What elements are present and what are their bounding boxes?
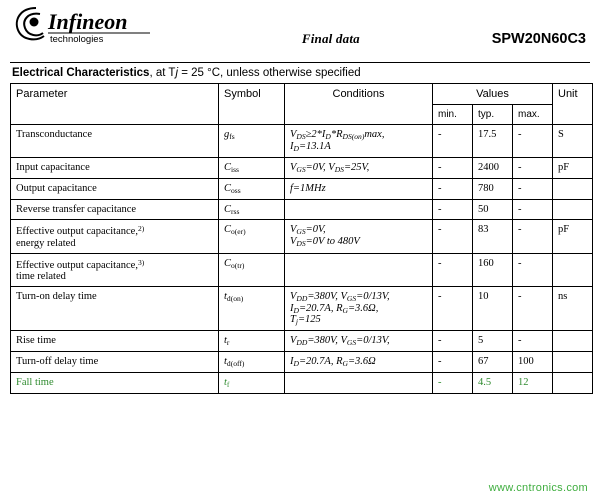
cell-max: -: [513, 220, 553, 253]
cell-min: -: [433, 125, 473, 158]
cell-symbol: $C_{rss}$: [219, 199, 285, 220]
table-row: [11, 220, 593, 253]
cell-parameter: Input capacitance: [11, 157, 219, 178]
table-row: [11, 352, 593, 373]
cell-conditions: $V_{DD}=380V$, $V_{GS}=0/13V$, $I_D=20.7A$, $R_G=3.6\Omega$, $T_j=125$: [285, 286, 433, 331]
col-header-symbol: Symbol: [219, 84, 285, 125]
cell-min: -: [433, 157, 473, 178]
cell-max: -: [513, 125, 553, 158]
cell-symbol: $t_r$: [219, 331, 285, 352]
cell-typ: 10: [473, 286, 513, 331]
cell-symbol: $C_{iss}$: [219, 157, 285, 178]
cell-symbol: $g_{fs}$: [219, 125, 285, 158]
table-row: [11, 373, 593, 394]
cell-parameter: Reverse transfer capacitance: [11, 199, 219, 220]
table-row: [11, 253, 593, 286]
cell-max: 100: [513, 352, 553, 373]
col-header-typ: typ.: [473, 105, 513, 125]
cell-unit: S: [553, 125, 593, 158]
cell-max: -: [513, 178, 553, 199]
cell-min: -: [433, 220, 473, 253]
cell-symbol: $C_{o(tr)}$: [219, 253, 285, 286]
section-title-rest: , at Tj = 25 °C, unless otherwise specified: [149, 67, 361, 79]
col-header-unit: Unit: [553, 84, 593, 125]
cell-typ: 17.5: [473, 125, 513, 158]
cell-typ: 50: [473, 199, 513, 220]
cell-min: -: [433, 199, 473, 220]
cell-unit: [553, 199, 593, 220]
cell-min: -: [433, 178, 473, 199]
cell-max: -: [513, 286, 553, 331]
page-header: [10, 0, 590, 62]
cell-conditions: $V_{DS}\ge 2*I_D*R_{DS(on)}\max$, $I_D=13.1A$: [285, 125, 433, 158]
cell-parameter: Transconductance: [11, 125, 219, 158]
svg-text:Infineon: Infineon: [48, 9, 128, 34]
cell-typ: 2400: [473, 157, 513, 178]
cell-unit: pF: [553, 157, 593, 178]
cell-typ: 160: [473, 253, 513, 286]
cell-max: -: [513, 331, 553, 352]
svg-text:technologies: technologies: [50, 34, 104, 45]
cell-max: -: [513, 253, 553, 286]
cell-parameter: Rise time: [11, 331, 219, 352]
table-row: [11, 178, 593, 199]
table-row: [11, 286, 593, 331]
cell-symbol: $t_f$: [219, 373, 285, 394]
cell-conditions: [285, 373, 433, 394]
cell-unit: ns: [553, 286, 593, 331]
section-title: [10, 63, 590, 83]
cell-typ: 780: [473, 178, 513, 199]
infineon-logo: [10, 2, 170, 60]
cell-unit: [553, 373, 593, 394]
electrical-characteristics-table: [10, 83, 593, 394]
col-header-values: Values: [433, 84, 553, 105]
cell-conditions: $I_D=20.7A$, $R_G=3.6\Omega$: [285, 352, 433, 373]
cell-conditions: $V_{GS}=0V$, $V_{DS}=0V$ to 480V: [285, 220, 433, 253]
cell-symbol: $C_{oss}$: [219, 178, 285, 199]
cell-typ: 67: [473, 352, 513, 373]
col-header-parameter: Parameter: [11, 84, 219, 125]
col-header-min: min.: [433, 105, 473, 125]
cell-typ: 4.5: [473, 373, 513, 394]
table-header-row: [11, 84, 593, 105]
cell-conditions: [285, 199, 433, 220]
cell-symbol: $t_{d(on)}$: [219, 286, 285, 331]
table-row: [11, 125, 593, 158]
cell-conditions: $V_{DD}=380V$, $V_{GS}=0/13V$,: [285, 331, 433, 352]
table-row: [11, 331, 593, 352]
cell-parameter: Effective output capacitance,$^{2)}$ energy related: [11, 220, 219, 253]
cell-min: -: [433, 331, 473, 352]
cell-parameter: Turn-on delay time: [11, 286, 219, 331]
cell-conditions: $V_{GS}=0V$, $V_{DS}=25V$,: [285, 157, 433, 178]
col-header-max: max.: [513, 105, 553, 125]
cell-conditions: f=1MHz: [285, 178, 433, 199]
cell-unit: pF: [553, 220, 593, 253]
cell-parameter: Turn-off delay time: [11, 352, 219, 373]
part-number: SPW20N60C3: [491, 31, 586, 47]
cell-parameter: Output capacitance: [11, 178, 219, 199]
cell-max: 12: [513, 373, 553, 394]
cell-max: -: [513, 157, 553, 178]
cell-typ: 83: [473, 220, 513, 253]
cell-min: -: [433, 373, 473, 394]
cell-unit: [553, 178, 593, 199]
cell-unit: [553, 352, 593, 373]
cell-symbol: $t_{d(off)}$: [219, 352, 285, 373]
watermark: www.cntronics.com: [488, 482, 588, 494]
section-title-bold: Electrical Characteristics: [12, 67, 150, 79]
cell-unit: [553, 253, 593, 286]
cell-conditions: [285, 253, 433, 286]
col-header-conditions: Conditions: [285, 84, 433, 125]
cell-parameter: Effective output capacitance,$^{3)}$ time related: [11, 253, 219, 286]
cell-symbol: $C_{o(er)}$: [219, 220, 285, 253]
table-row: [11, 199, 593, 220]
cell-min: -: [433, 352, 473, 373]
document-status-title: Final data: [301, 31, 360, 46]
cell-typ: 5: [473, 331, 513, 352]
table-row: [11, 157, 593, 178]
cell-unit: [553, 331, 593, 352]
cell-max: -: [513, 199, 553, 220]
cell-min: -: [433, 286, 473, 331]
table-body: [11, 125, 593, 394]
cell-min: -: [433, 253, 473, 286]
cell-parameter: Fall time: [11, 373, 219, 394]
